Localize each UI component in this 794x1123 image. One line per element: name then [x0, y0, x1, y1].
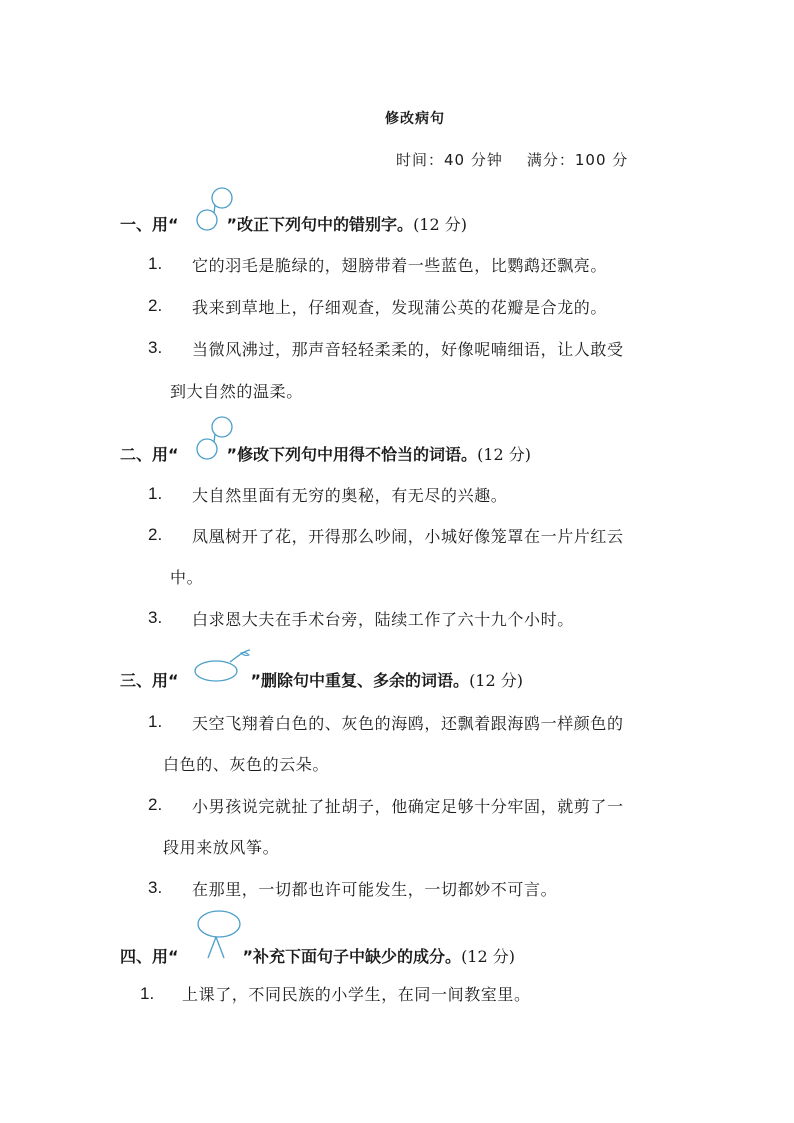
section-1-heading: 一、用“ ”改正下列句中的错别字。(12 分)	[120, 215, 467, 234]
section-2-item-2-text: 凤凰树开了花，开得那么吵闹，小城好像笼罩在一片片红云	[192, 527, 624, 546]
full-score: 满分：100 分	[526, 151, 629, 169]
section-3-item-1-text-cont: 白色的、灰色的云朵。	[163, 755, 330, 774]
section-3-heading: 三、用“ ”删除句中重复、多余的词语。(12 分)	[120, 671, 523, 690]
section-2-item-2: 2.	[148, 525, 163, 544]
section-1-item-2: 2.	[148, 296, 163, 315]
page-title: 修改病句	[385, 111, 445, 127]
section-3-item-1: 1.	[148, 712, 163, 731]
section-2-item-1: 1.	[148, 484, 163, 503]
section-1-item-1: 1.	[148, 254, 163, 273]
section-4-item-1-text: 上课了，不同民族的小学生，在同一间教室里。	[182, 985, 531, 1004]
exam-meta	[396, 149, 628, 170]
section-1-item-2-text: 我来到草地上，仔细观查，发现蒲公英的花瓣是合龙的。	[192, 298, 608, 317]
section-1-item-1-text: 它的羽毛是脆绿的，翅膀带着一些蓝色，比鹦鹉还飘亮。	[192, 256, 608, 275]
section-2-item-1-text: 大自然里面有无穷的奥秘，有无尽的兴趣。	[192, 486, 508, 505]
section-2-item-2-text-cont: 中。	[170, 568, 204, 587]
section-3-item-2: 2.	[148, 795, 163, 814]
section-3-item-2-text-cont: 段用来放风筝。	[163, 838, 280, 857]
correction-circle-icon	[194, 415, 240, 461]
time-limit: 时间：40 分钟	[396, 151, 503, 169]
section-4-item-1: 1.	[140, 984, 155, 1003]
section-4-heading: 四、用“ ”补充下面句子中缺少的成分。(12 分)	[120, 947, 515, 966]
section-1-item-3-text: 当微风沸过，那声音轻轻柔柔的，好像呢喃细语，让人敢受	[192, 340, 624, 359]
section-2-item-3-text: 白求恩大夫在手术台旁，陆续工作了六十九个小时。	[192, 610, 574, 629]
insertion-mark-icon	[196, 908, 246, 962]
section-2-item-3: 3.	[148, 608, 163, 627]
section-3-item-3-text: 在那里，一切都也许可能发生，一切都妙不可言。	[192, 880, 558, 899]
section-3-item-3: 3.	[148, 878, 163, 897]
deletion-mark-icon	[194, 645, 260, 685]
section-1-item-3-text-cont: 到大自然的温柔。	[170, 382, 303, 401]
section-3-item-1-text: 天空飞翔着白色的、灰色的海鸥，还飘着跟海鸥一样颜色的	[192, 714, 624, 733]
section-3-item-2-text: 小男孩说完就扯了扯胡子，他确定足够十分牢固，就剪了一	[192, 797, 624, 816]
correction-circle-icon	[194, 186, 240, 232]
section-1-item-3: 3.	[148, 338, 163, 357]
section-2-heading: 二、用“ ”修改下列句中用得不恰当的词语。(12 分)	[120, 445, 531, 464]
